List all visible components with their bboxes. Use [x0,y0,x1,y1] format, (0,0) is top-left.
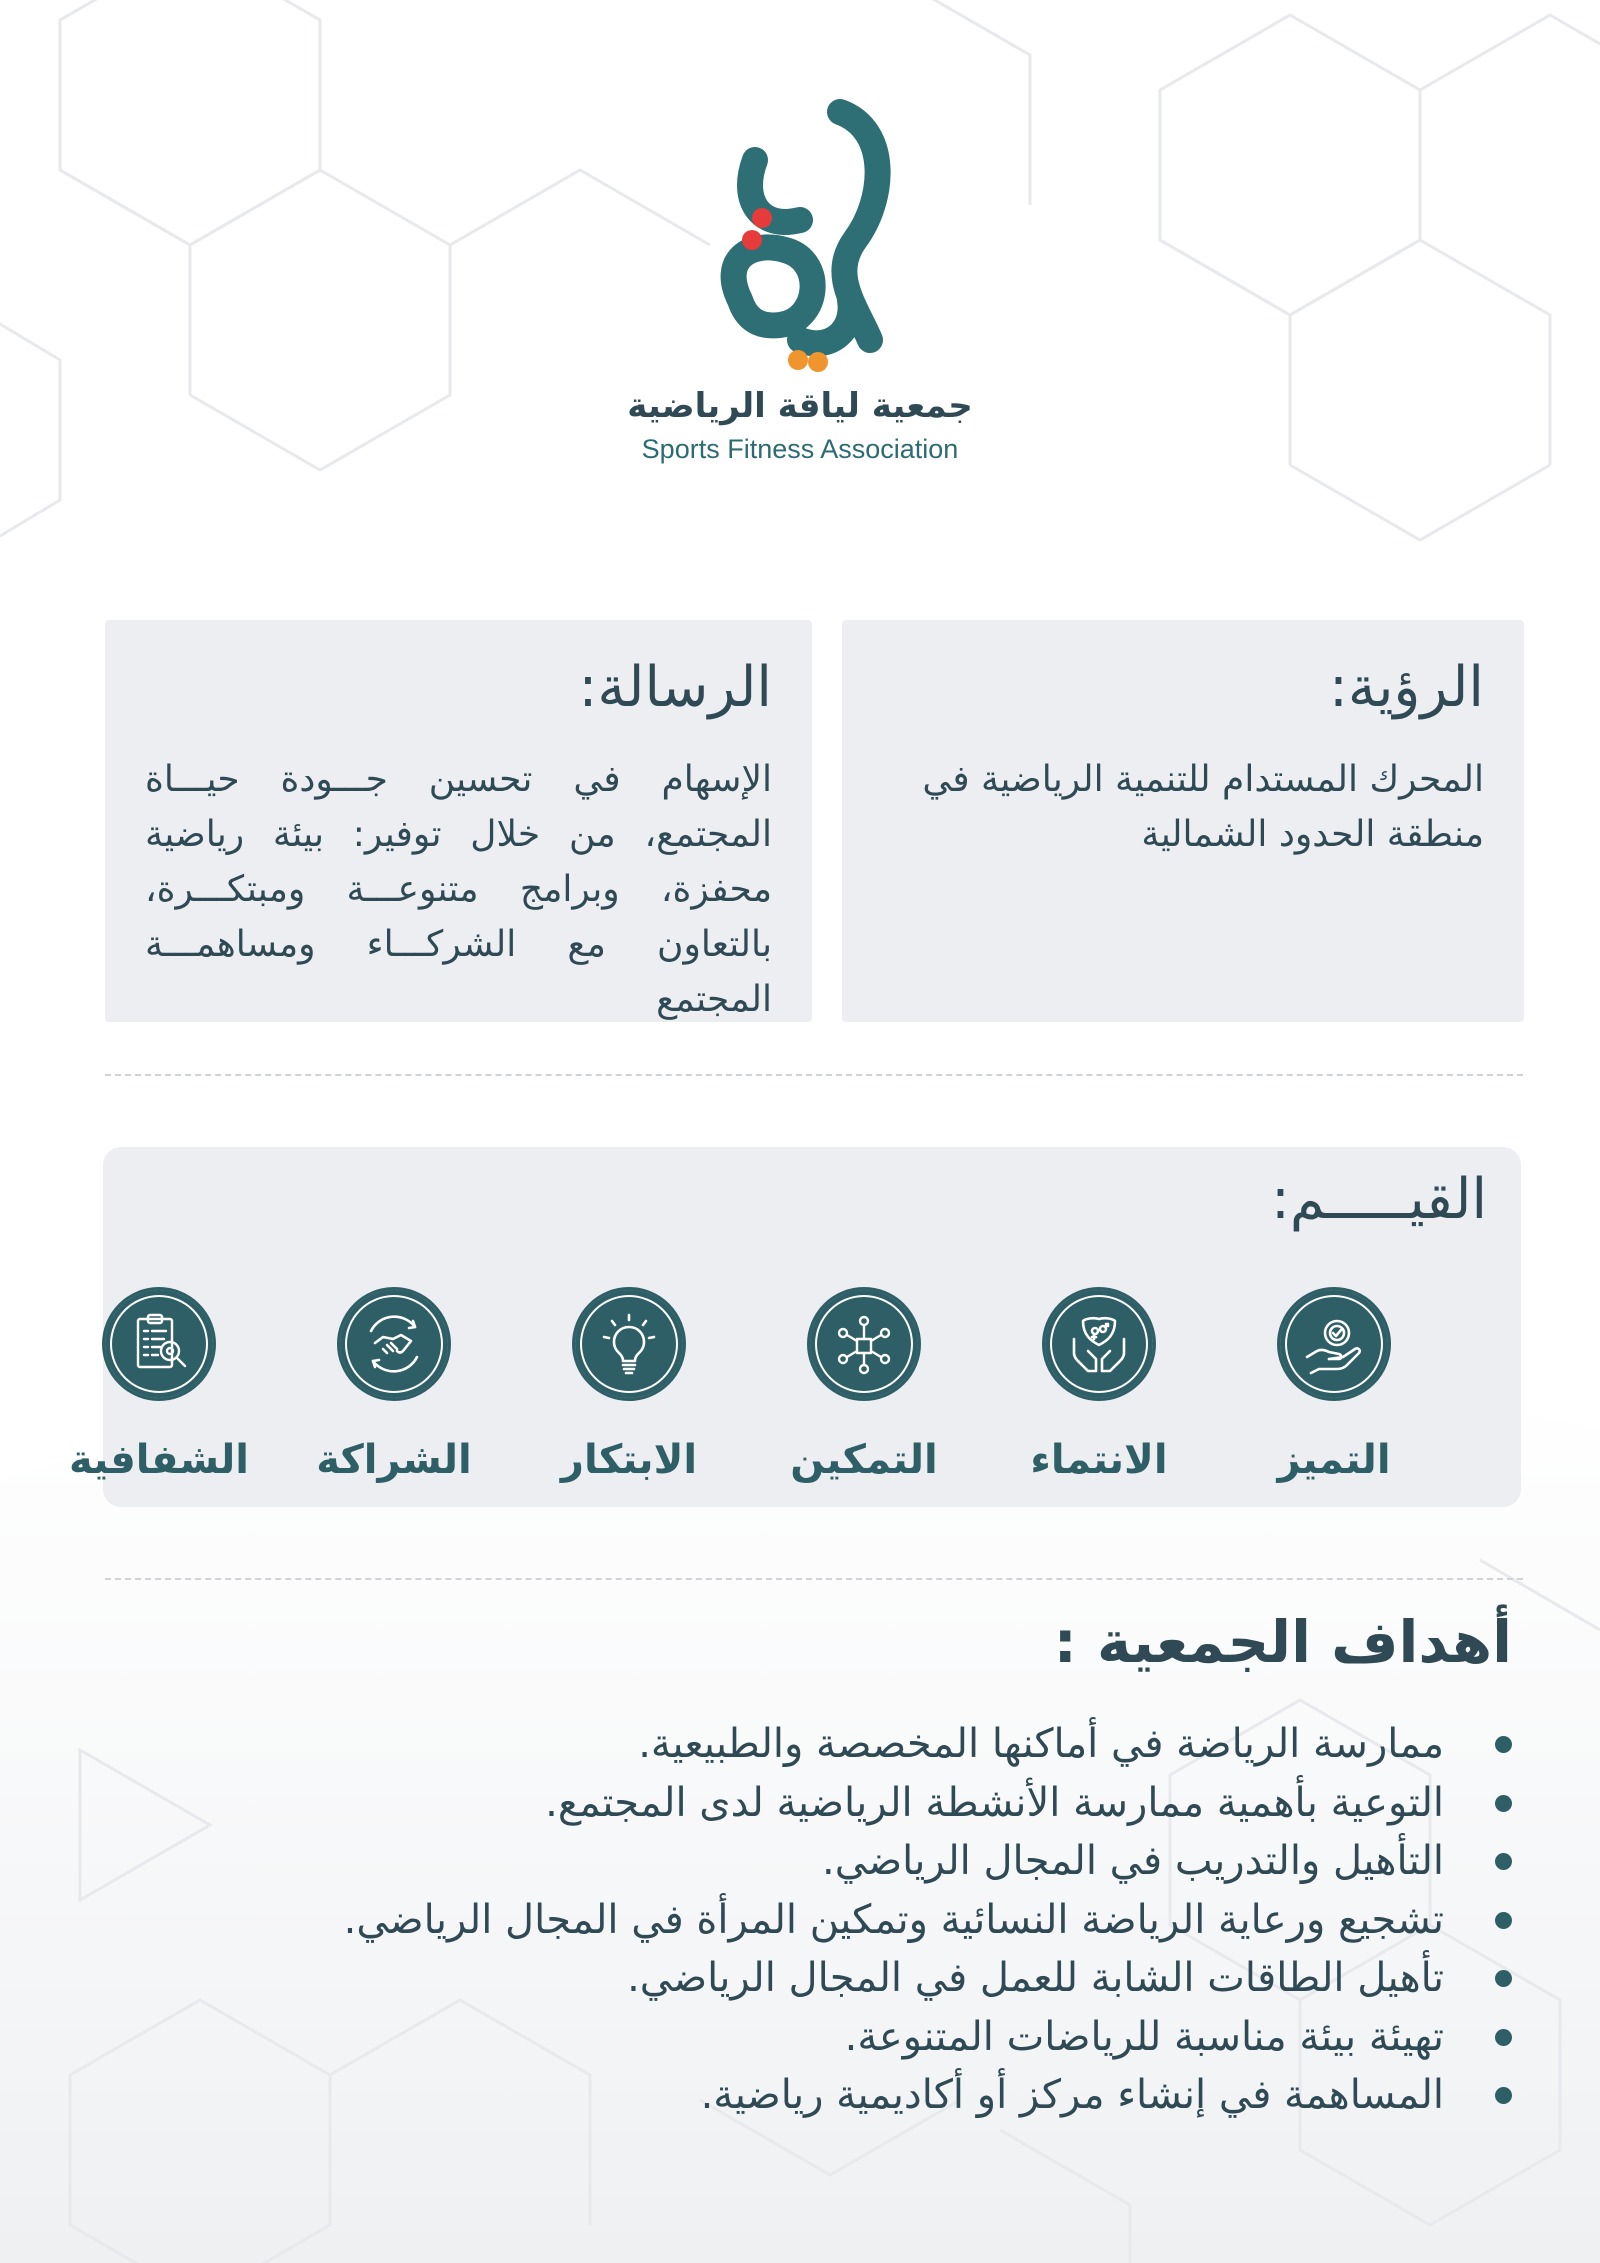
goals-list [344,1715,1512,2125]
handshake-icon [337,1287,451,1401]
value-item-empowerment [749,1287,979,1483]
vision-text: المحرك المستدام للتنمية الرياضية في منطقة الحدود الشمالية [922,759,1484,855]
goal-item: التوعية بأهمية ممارسة الأنشطة الرياضية لدى المجتمع. [344,1774,1512,1833]
value-item-innovation [514,1287,744,1483]
value-label-excellence: التميز [1277,1437,1391,1483]
mission-text: الإسهام في تحسين جـــودة حيـــاة المجتمع، من خلال توفير: بيئة رياضية محفزة، وبرامج متنوعـــة ومبتكـــرة، بالتعاون مع الشركـــاء ومساهمـــة المجتمع [145,759,772,1020]
mission-title: الرسالة: [578,655,772,720]
goal-item: التأهيل والتدريب في المجال الرياضي. [344,1832,1512,1891]
value-label-empowerment: التمكين [790,1437,938,1483]
lightbulb-icon [572,1287,686,1401]
goal-item: تهيئة بيئة مناسبة للرياضات المتنوعة. [344,2008,1512,2067]
value-label-partnership: الشراكة [316,1437,472,1483]
association-logo [620,90,980,490]
value-label-transparency: الشفافية [68,1437,250,1483]
logo-english-name: Sports Fitness Association [641,434,959,464]
bullet-icon [1495,1736,1512,1753]
value-item-belonging [984,1287,1214,1483]
goals-title: أهداف الجمعية : [1053,1608,1512,1676]
bullet-icon [1495,1795,1512,1812]
goal-item: ممارسة الرياضة في أماكنها المخصصة والطبيعية. [344,1715,1512,1774]
mission-card [105,620,812,1022]
values-panel [68,1147,1521,1507]
value-label-belonging: الانتماء [1030,1437,1168,1483]
bullet-icon [1495,1912,1512,1929]
heart-hands-icon [1042,1287,1156,1401]
logo-mark-icon [680,90,920,380]
value-item-excellence [1219,1287,1449,1483]
values-title: القيـــــم: [1270,1167,1487,1232]
bullet-icon [1495,1970,1512,1987]
logo-arabic-name: جمعية لياقة الرياضية [627,386,973,426]
award-hand-icon [1277,1287,1391,1401]
bullet-icon [1495,2087,1512,2104]
value-item-partnership [279,1287,509,1483]
clipboard-magnifier-icon [102,1287,216,1401]
divider-bottom [105,1578,1523,1580]
bullet-icon [1495,2029,1512,2046]
goal-item: تأهيل الطاقات الشابة للعمل في المجال الرياضي. [344,1949,1512,2008]
value-label-innovation: الابتكار [560,1437,698,1483]
goal-item: تشجيع ورعاية الرياضة النسائية وتمكين المرأة في المجال الرياضي. [344,1891,1512,1950]
divider-top [105,1074,1523,1076]
goal-item: المساهمة في إنشاء مركز أو أكاديمية رياضية. [344,2066,1512,2125]
value-item-transparency [44,1287,274,1483]
network-people-icon [807,1287,921,1401]
vision-card [842,620,1524,1022]
vision-title: الرؤية: [1328,655,1484,720]
bullet-icon [1495,1853,1512,1870]
